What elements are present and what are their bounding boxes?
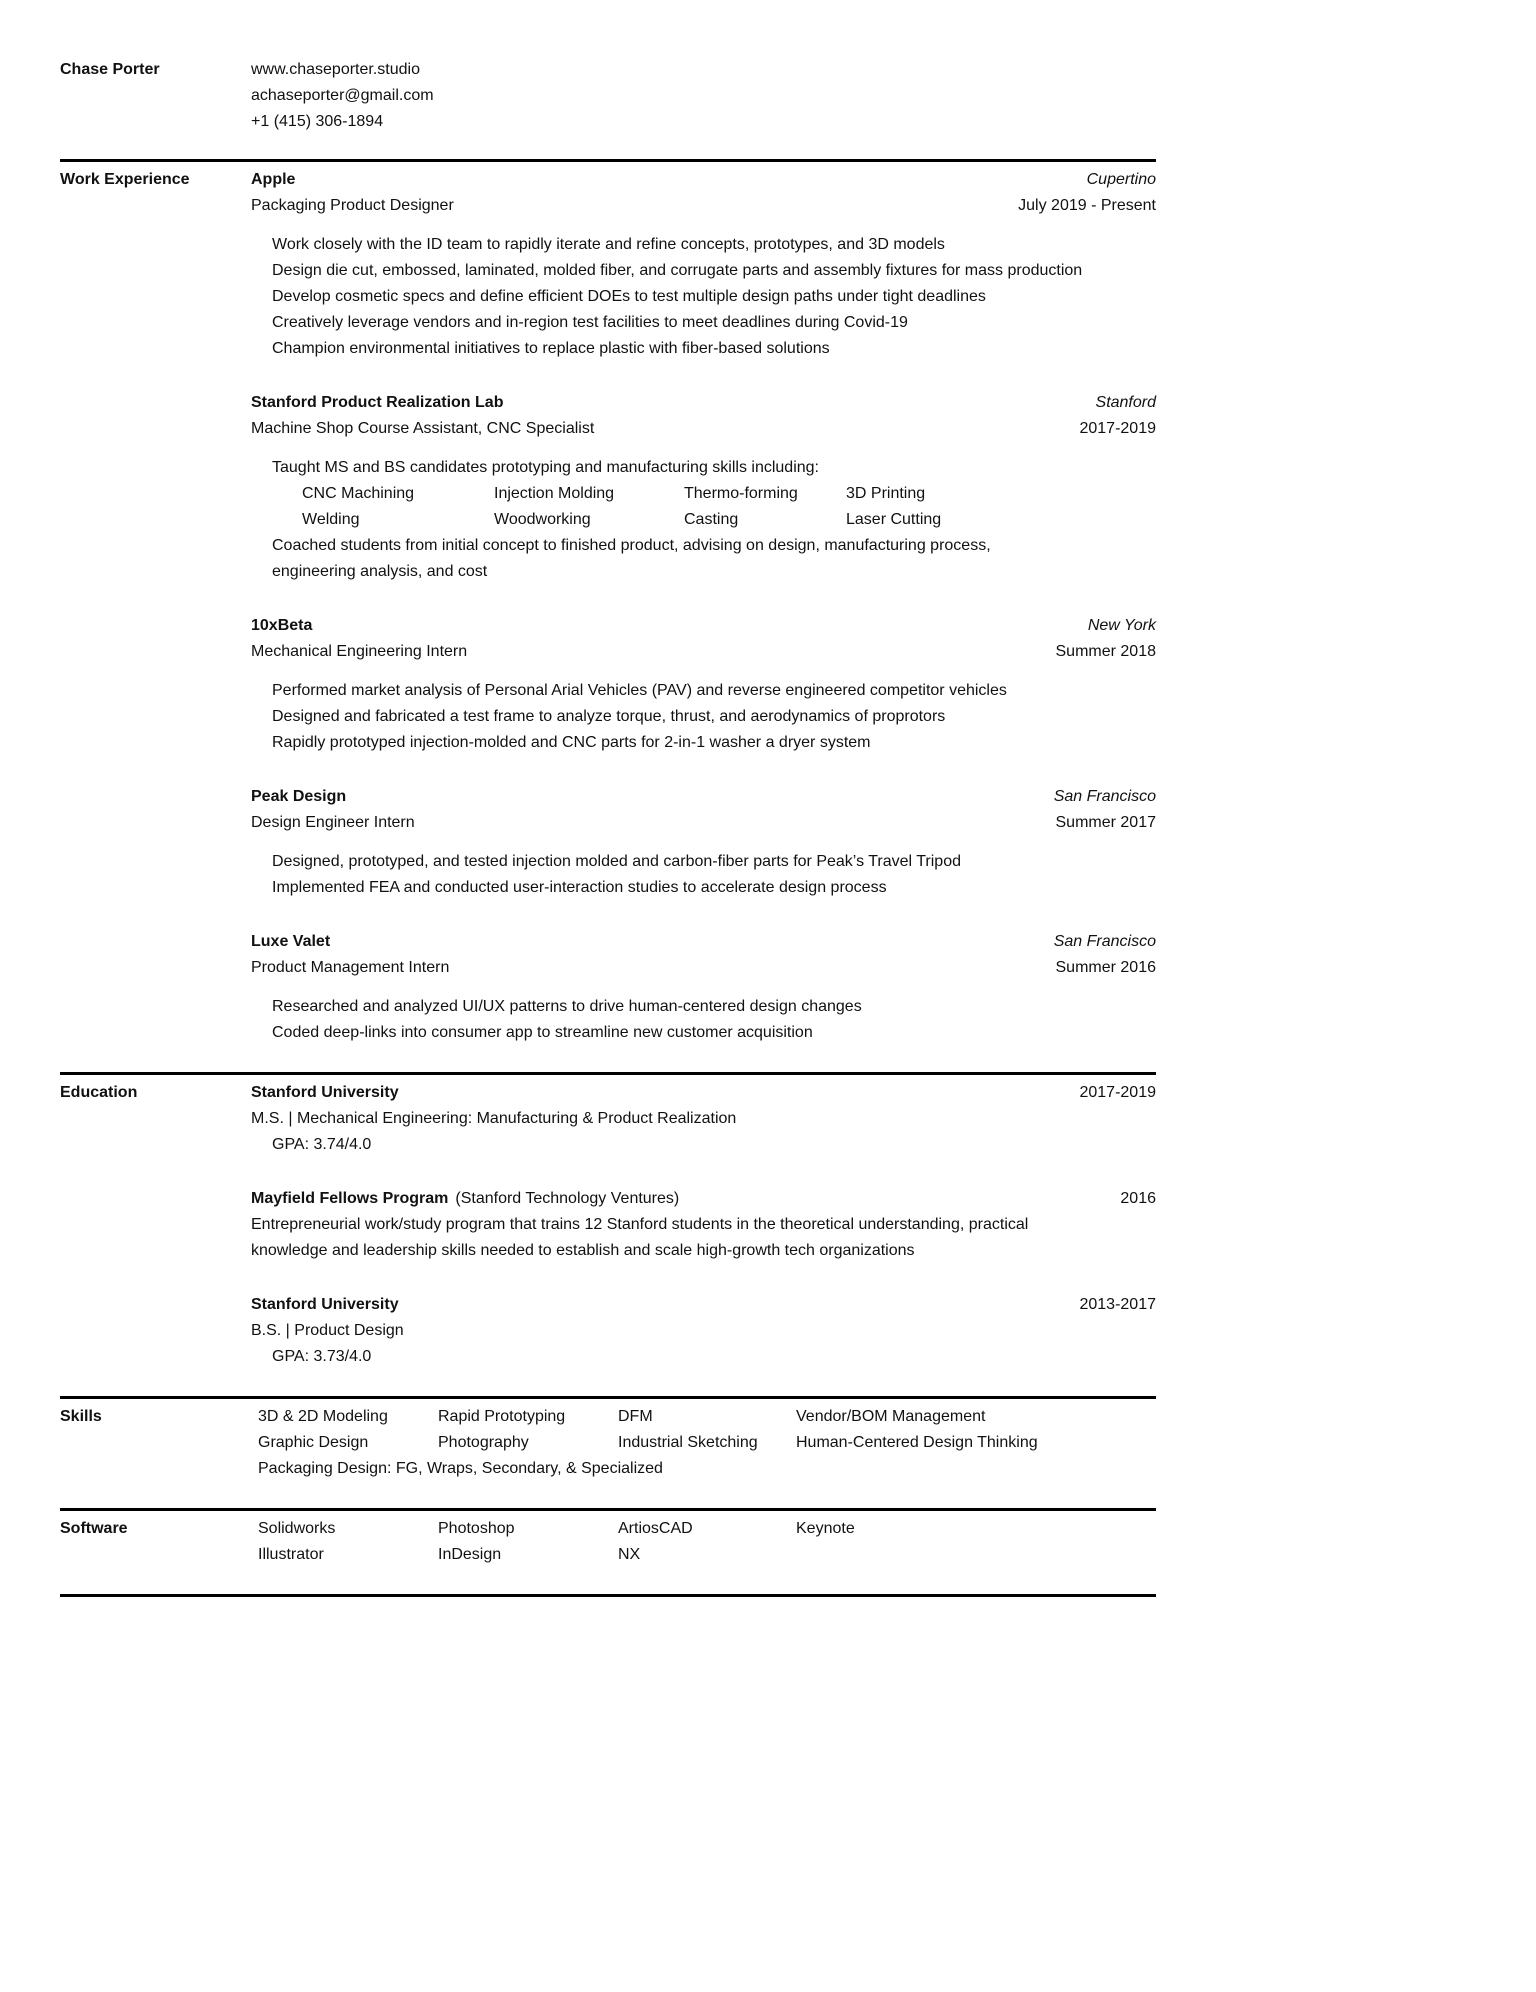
company-name: Peak Design <box>251 788 347 805</box>
job-bullet: Work closely with the ID team to rapidly iterate and refine concepts, prototypes, and 3D models <box>272 236 945 253</box>
job-subheader <box>251 639 1156 665</box>
job-title: Packaging Product Designer <box>251 197 454 214</box>
software-item: Keynote <box>796 1520 855 1537</box>
job-title: Design Engineer Intern <box>251 814 415 831</box>
education-header <box>251 1186 1156 1212</box>
job-bullets <box>251 849 1156 901</box>
section-label-software: Software <box>60 1520 128 1537</box>
skills-section <box>60 1396 1156 1508</box>
taught-skill: Thermo-forming <box>684 485 798 502</box>
education-entry-bs <box>251 1292 1156 1370</box>
education-dates: 2016 <box>1120 1190 1156 1207</box>
work-experience-section <box>60 159 1156 1072</box>
software-item: Photoshop <box>438 1520 515 1537</box>
job-bullet: Design die cut, embossed, laminated, molded fiber, and corrugate parts and assembly fixtures for mass production <box>272 262 1083 279</box>
resume-content <box>60 57 1156 1597</box>
job-header <box>251 167 1156 193</box>
website-text: www.chaseporter.studio <box>251 61 420 78</box>
job-bullet-outro: Coached students from initial concept to finished product, advising on design, manufacturing process, engineering analysis, and cost <box>272 537 991 580</box>
job-bullet: Coded deep-links into consumer app to streamline new customer acquisition <box>272 1024 813 1041</box>
skill-item: Photography <box>438 1434 529 1451</box>
taught-skill: Injection Molding <box>494 485 615 502</box>
education-header <box>251 1080 1156 1106</box>
education-content <box>251 1080 1156 1370</box>
section-label-skills: Skills <box>60 1408 102 1425</box>
job-entry-stanford-prl <box>251 390 1156 585</box>
job-subheader <box>251 810 1156 836</box>
contact-info <box>251 57 1156 135</box>
degree-text: M.S. | Mechanical Engineering: Manufacturing & Product Realization <box>251 1110 737 1127</box>
job-dates: Summer 2018 <box>1055 643 1156 660</box>
program-name: Mayfield Fellows Program <box>251 1190 449 1207</box>
software-item: ArtiosCAD <box>618 1520 693 1537</box>
job-dates: 2017-2019 <box>1079 420 1156 437</box>
job-title: Mechanical Engineering Intern <box>251 643 468 660</box>
taught-skill: Welding <box>302 511 360 528</box>
header-section <box>60 57 1156 159</box>
job-header <box>251 613 1156 639</box>
job-dates: Summer 2016 <box>1055 959 1156 976</box>
job-bullet: Performed market analysis of Personal Arial Vehicles (PAV) and reverse engineered competitor vehicles <box>272 682 1007 699</box>
company-name: Apple <box>251 171 296 188</box>
job-location: San Francisco <box>1053 788 1156 805</box>
phone-text: +1 (415) 306-1894 <box>251 113 384 130</box>
job-title: Product Management Intern <box>251 959 450 976</box>
school-name: Stanford University <box>251 1084 399 1101</box>
job-subheader <box>251 416 1156 442</box>
taught-skill: CNC Machining <box>302 485 415 502</box>
email-text: achaseporter@gmail.com <box>251 87 434 104</box>
section-label-education: Education <box>60 1084 138 1101</box>
job-bullet: Creatively leverage vendors and in-region test facilities to meet deadlines during Covid-19 <box>272 314 908 331</box>
job-header <box>251 784 1156 810</box>
job-bullet-intro: Taught MS and BS candidates prototyping and manufacturing skills including: <box>272 459 819 476</box>
program-suffix: (Stanford Technology Ventures) <box>455 1190 680 1207</box>
job-bullet: Champion environmental initiatives to replace plastic with fiber-based solutions <box>272 340 830 357</box>
software-item: Solidworks <box>258 1520 336 1537</box>
skill-item: Human-Centered Design Thinking <box>796 1434 1038 1451</box>
software-item: Illustrator <box>258 1546 324 1563</box>
taught-skills-row <box>302 507 1156 533</box>
taught-skills-grid <box>272 481 1156 533</box>
software-item <box>796 1542 1156 1568</box>
job-entry-10xbeta <box>251 613 1156 756</box>
job-bullet: Designed and fabricated a test frame to analyze torque, thrust, and aerodynamics of proprotors <box>272 708 946 725</box>
skills-row <box>258 1404 1156 1430</box>
program-description: Entrepreneurial work/study program that trains 12 Stanford students in the theoretical understanding, practical knowledge and leadership skills needed to establish and scale high-growth tech organizations <box>251 1216 1029 1259</box>
school-name-group <box>251 1186 679 1212</box>
header-name-column <box>60 57 251 135</box>
section-label-work: Work Experience <box>60 171 190 188</box>
software-section <box>60 1508 1156 1594</box>
job-entry-apple <box>251 167 1156 362</box>
education-header <box>251 1292 1156 1318</box>
company-name: Stanford Product Realization Lab <box>251 394 504 411</box>
degree-text: B.S. | Product Design <box>251 1322 404 1339</box>
software-row <box>258 1542 1156 1568</box>
skill-item: Industrial Sketching <box>618 1434 758 1451</box>
job-bullets <box>251 994 1156 1046</box>
job-title: Machine Shop Course Assistant, CNC Specialist <box>251 420 595 437</box>
job-entry-luxe-valet <box>251 929 1156 1046</box>
software-item: InDesign <box>438 1546 502 1563</box>
school-name: Stanford University <box>251 1296 399 1313</box>
software-content <box>251 1516 1156 1568</box>
gpa-text: GPA: 3.74/4.0 <box>272 1136 372 1153</box>
company-name: Luxe Valet <box>251 933 331 950</box>
job-bullet: Researched and analyzed UI/UX patterns to drive human-centered design changes <box>272 998 862 1015</box>
job-bullet: Rapidly prototyped injection-molded and CNC parts for 2-in-1 washer a dryer system <box>272 734 871 751</box>
taught-skill: Laser Cutting <box>846 511 942 528</box>
taught-skill: Woodworking <box>494 511 591 528</box>
education-entry-mayfield <box>251 1186 1156 1264</box>
person-name: Chase Porter <box>60 61 160 78</box>
job-header <box>251 929 1156 955</box>
skill-item: DFM <box>618 1408 653 1425</box>
taught-skills-row <box>302 481 1156 507</box>
taught-skill: Casting <box>684 511 739 528</box>
work-experience-content <box>251 167 1156 1046</box>
skill-item-full-row: Packaging Design: FG, Wraps, Secondary, & Specialized <box>258 1460 663 1477</box>
job-bullets <box>251 455 1156 585</box>
job-location: Stanford <box>1095 394 1156 411</box>
education-dates: 2013-2017 <box>1079 1296 1156 1313</box>
job-location: Cupertino <box>1086 171 1156 188</box>
job-entry-peak-design <box>251 784 1156 901</box>
skills-content <box>251 1404 1156 1482</box>
gpa-text: GPA: 3.73/4.0 <box>272 1348 372 1365</box>
skill-item: Vendor/BOM Management <box>796 1408 986 1425</box>
job-subheader <box>251 193 1156 219</box>
company-name: 10xBeta <box>251 617 313 634</box>
education-section <box>60 1072 1156 1396</box>
software-row <box>258 1516 1156 1542</box>
job-bullet: Implemented FEA and conducted user-interaction studies to accelerate design process <box>272 879 887 896</box>
job-bullet: Designed, prototyped, and tested injection molded and carbon-fiber parts for Peak’s Travel Tripod <box>272 853 961 870</box>
job-dates: July 2019 - Present <box>1018 197 1156 214</box>
software-item: NX <box>618 1546 641 1563</box>
skill-item: Rapid Prototyping <box>438 1408 566 1425</box>
job-header <box>251 390 1156 416</box>
skills-row <box>258 1430 1156 1456</box>
bottom-rule <box>60 1594 1156 1597</box>
job-bullets <box>251 678 1156 756</box>
job-bullets <box>251 232 1156 362</box>
education-dates: 2017-2019 <box>1079 1084 1156 1101</box>
taught-skill: 3D Printing <box>846 485 926 502</box>
skill-item: 3D & 2D Modeling <box>258 1408 388 1425</box>
job-dates: Summer 2017 <box>1055 814 1156 831</box>
education-entry-ms <box>251 1080 1156 1158</box>
job-bullet: Develop cosmetic specs and define efficient DOEs to test multiple design paths under tight deadlines <box>272 288 986 305</box>
job-subheader <box>251 955 1156 981</box>
job-location: San Francisco <box>1053 933 1156 950</box>
job-location: New York <box>1087 617 1156 634</box>
skill-item: Graphic Design <box>258 1434 369 1451</box>
